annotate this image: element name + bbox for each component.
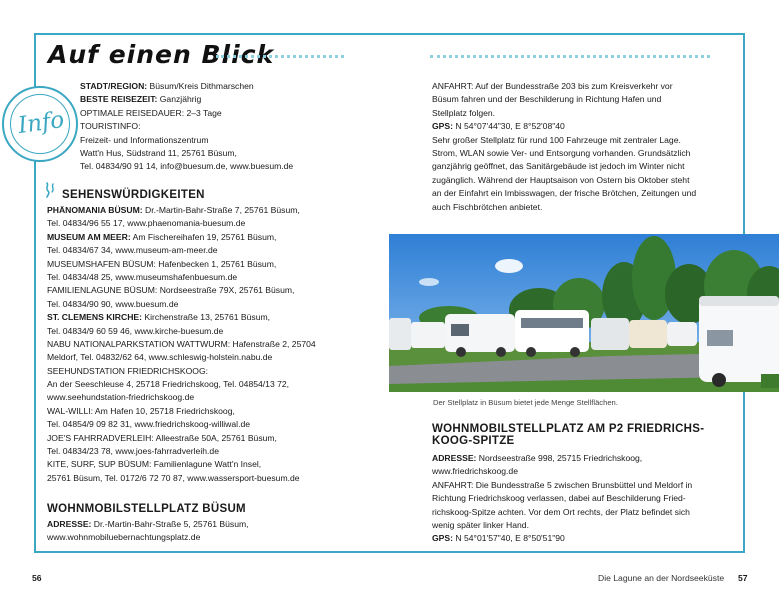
list-item: MUSEUMSHAFEN BÜSUM: Hafenbecken 1, 25761 Büsum, [47, 258, 277, 269]
list-item: ADRESSE: Nordseestraße 998, 25715 Friedrichskoog, [432, 453, 643, 463]
list-item: Meldorf, Tel. 04832/62 64, www.schleswig-holstein.nabu.de [47, 352, 273, 363]
list-item: SEEHUNDSTATION FRIEDRICHSKOOG: [47, 365, 209, 376]
list-item: www.seehundstation-friedrichskoog.de [47, 392, 195, 403]
list-item: Tel. 04834/9 60 59 46, www.kirche-buesum.de [47, 325, 224, 336]
list-item: ST. CLEMENS KIRCHE: Kirchenstraße 13, 25761 Büsum, [47, 312, 271, 323]
list-item: www.friedrichskoog.de [432, 466, 518, 477]
sights-heading: SEHENSWÜRDIGKEITEN [62, 189, 205, 201]
list-item: Tel. 04834/48 25, www.museumshafenbuesum.de [47, 271, 238, 282]
wm-p2-details [432, 452, 692, 546]
text-line: ganzjährig geöffnet, das Sanitärgebäude ist jedoch im Winter nicht [432, 161, 685, 172]
wm-p2-heading-line2: KOOG-SPITZE [432, 435, 515, 447]
list-item: richskoog-Spitze achten. Vor dem Ort rechts, der Platz befindet sich [432, 506, 690, 517]
fact-line: TOURISTINFO: [80, 121, 141, 132]
list-item: wenig später linker Hand. [432, 519, 529, 530]
list-item: ANFAHRT: Die Bundesstraße 5 zwischen Brunsbüttel und Meldorf in [432, 479, 693, 490]
text-line: GPS: N 54°07'44"30, E 8°52'08"40 [432, 121, 565, 132]
list-item: ADRESSE: Dr.-Martin-Bahr-Straße 5, 25761 Büsum, [47, 519, 249, 529]
wm-busum-heading: WOHNMOBILSTELLPLATZ BÜSUM [47, 503, 246, 515]
list-item: JOE'S FAHRRADVERLEIH: Alleestraße 50A, 25761 Büsum, [47, 432, 277, 443]
text-line: Büsum fahren und der Beschilderung in Richtung Hafen und [432, 94, 662, 105]
fact-line: BESTE REISEZEIT: Ganzjährig [80, 94, 202, 105]
list-item: An der Seeschleuse 4, 25718 Friedrichskoog, Tel. 04854/13 72, [47, 379, 290, 390]
list-item: MUSEUM AM MEER: Am Fischereihafen 19, 25761 Büsum, [47, 231, 277, 242]
right-dotted-rule [430, 55, 710, 58]
campsite-illustration [389, 234, 779, 392]
title-dotted-rule [216, 55, 344, 58]
fact-line: Freizeit- und Informationszentrum [80, 134, 209, 145]
facts-block [80, 80, 293, 174]
list-item: Tel. 04834/67 34, www.museum-am-meer.de [47, 245, 218, 256]
list-item: FAMILIENLAGUNE BÜSUM: Nordseestraße 79X, 25761 Büsum, [47, 285, 295, 296]
list-item: GPS: N 54°01'57"40, E 8°50'51"90 [432, 533, 565, 544]
page-number-left: 56 [32, 573, 42, 583]
info-badge [2, 86, 78, 162]
page-number-right: 57 [738, 573, 748, 583]
binoculars-icon [44, 182, 58, 198]
fact-line: Watt'n Hus, Südstrand 11, 25761 Büsum, [80, 147, 237, 158]
list-item: Richtung Friedrichskoog verlassen, dabei auf Beschilderung Fried- [432, 493, 686, 504]
right-top-text [432, 80, 696, 214]
list-item: PHÄNOMANIA BÜSUM: Dr.-Martin-Bahr-Straße 7, 25761 Büsum, [47, 205, 300, 215]
sights-list [47, 204, 316, 485]
list-item: WAL-WILLI: Am Hafen 10, 25718 Friedrichskoog, [47, 405, 235, 416]
text-line: Strom, WLAN sowie Ver- und Entsorgung vorhanden. Grundsätzlich [432, 147, 691, 158]
list-item: www.wohnmobiluebernachtungsplatz.de [47, 532, 201, 543]
list-item: Tel. 04834/96 55 17, www.phaenomania-buesum.de [47, 218, 246, 229]
text-line: an der Einfahrt ein Imbisswagen, der frische Brötchen, Zeitungen und [432, 188, 697, 199]
info-badge-label: Info [16, 106, 66, 140]
fact-line: Tel. 04834/90 91 14, info@buesum.de, www.buesum.de [80, 161, 294, 172]
running-title: Die Lagune an der Nordseeküste [598, 573, 725, 583]
list-item: Tel. 04834/90 90, www.buesum.de [47, 298, 179, 309]
list-item: Tel. 04854/9 09 82 31, www.friedrichskoog-williwal.de [47, 419, 251, 430]
list-item: KITE, SURF, SUP BÜSUM: Familienlagune Watt'n Insel, [47, 459, 262, 470]
wm-p2-heading-line1: WOHNMOBILSTELLPLATZ AM P2 FRIEDRICHS- [432, 423, 705, 435]
text-line: Stellplatz folgen. [432, 107, 496, 118]
text-line: zugänglich. Während der Hauptsaison von Ostern bis Oktober steht [432, 174, 690, 185]
wm-p2-heading [432, 423, 704, 447]
text-line: auch Fischbrötchen anbietet. [432, 201, 543, 212]
wm-busum-details [47, 518, 249, 545]
list-item: NABU NATIONALPARKSTATION WATTWURM: Hafenstraße 2, 25704 [47, 338, 316, 349]
photo-caption: Der Stellplatz in Büsum bietet jede Menge Stellflächen. [433, 398, 618, 407]
campsite-photo [389, 234, 779, 392]
fact-line: STADT/REGION: Büsum/Kreis Dithmarschen [80, 81, 254, 91]
list-item: Tel. 04834/23 78, www.joes-fahrradverleih.de [47, 446, 219, 457]
page-title: Auf einen Blick [48, 40, 275, 69]
text-line: Sehr großer Stellplatz für rund 100 Fahrzeuge mit zentraler Lage. [432, 134, 681, 145]
list-item: 25761 Büsum, Tel. 0172/6 72 70 87, www.wassersport-buesum.de [47, 472, 300, 483]
text-line: ANFAHRT: Auf der Bundesstraße 203 bis zum Kreisverkehr vor [432, 81, 673, 91]
fact-line: OPTIMALE REISEDAUER: 2–3 Tage [80, 107, 222, 118]
